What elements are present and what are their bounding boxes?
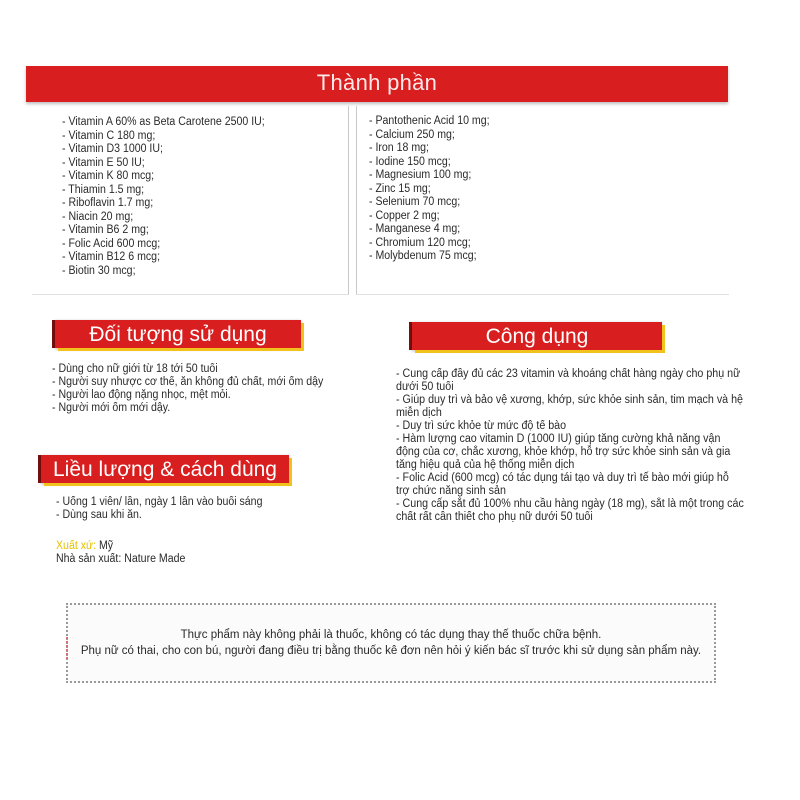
uses-section-body — [396, 368, 744, 524]
ingredient-item: - Magnesium 100 mg; — [369, 169, 472, 181]
ingredient-item: - Biotin 30 mcg; — [62, 264, 136, 277]
ingredient-item: - Vitamin E 50 IU; — [62, 156, 145, 169]
disclaimer-box — [66, 603, 716, 683]
ingredient-item: - Thiamin 1.5 mg; — [62, 183, 145, 196]
uses-line: chất rất cần thiết cho phụ nữ dưới 50 tuổi — [396, 511, 593, 523]
uses-section-title: Công dụng — [485, 325, 589, 348]
ingredients-title: Thành phần — [316, 70, 438, 95]
uses-line: tăng hiệu quả của hệ thống miễn dịch — [396, 459, 575, 471]
uses-line: - Folic Acid (600 mcg) có tác dụng tái tạo và duy trì tế bào mới giúp hỗ — [396, 472, 729, 484]
ingredients-panel-right — [356, 106, 729, 295]
uses-line: miễn dịch — [396, 407, 442, 419]
ingredients-list-left — [62, 116, 348, 278]
target-section-body — [52, 363, 372, 415]
disclaimer-line: Phụ nữ có thai, cho con bú, người đang điều trị bằng thuốc kê đơn nên hỏi ý kiến bác sĩ trước khi sử dụng sản phẩm này. — [80, 645, 702, 657]
ingredient-item: - Molybdenum 75 mcg; — [369, 250, 477, 262]
dosage-line: - Dùng sau khi ăn. — [56, 509, 142, 521]
dosage-section-header — [41, 455, 289, 483]
origin-info — [56, 540, 356, 566]
uses-section-header — [412, 322, 662, 350]
uses-line: động của cơ, chắc xương, khỏe khớp, hỗ trợ sức khỏe sinh sản và gia — [396, 446, 731, 458]
ingredient-item: - Calcium 250 mg; — [369, 128, 455, 141]
origin-label: Xuất xứ: — [56, 540, 97, 552]
uses-line: - Cung cấp sắt đủ 100% nhu cầu hàng ngày (18 mg), sắt là một trong các — [396, 498, 744, 510]
uses-line: - Cung cấp đầy đủ các 23 vitamin và khoáng chất hàng ngày cho phụ nữ — [396, 368, 741, 380]
ingredients-title-bar — [26, 66, 728, 102]
target-line: - Người suy nhược cơ thể, ăn không đủ chất, mới ốm dậy — [52, 376, 324, 388]
origin-value: Mỹ — [96, 540, 114, 552]
ingredient-item: - Vitamin A 60% as Beta Carotene 2500 IU; — [62, 116, 265, 128]
ingredient-item: - Selenium 70 mcg; — [369, 196, 461, 208]
ingredient-item: - Manganese 4 mg; — [369, 223, 461, 235]
ingredient-item: - Riboflavin 1.7 mg; — [62, 197, 154, 209]
target-section-header — [55, 320, 301, 348]
ingredients-panel-left — [32, 106, 349, 295]
uses-line: - Duy trì sức khỏe từ mức độ tế bào — [396, 420, 567, 432]
ingredient-item: - Copper 2 mg; — [369, 209, 440, 222]
ingredient-item: - Vitamin C 180 mg; — [62, 129, 156, 142]
ingredient-item: - Vitamin B6 2 mg; — [62, 224, 149, 236]
uses-line: dưới 50 tuổi — [396, 381, 454, 393]
uses-line: - Hàm lượng cao vitamin D (1000 IU) giúp tăng cường khả năng vận — [396, 433, 721, 445]
dosage-section-title: Liều lượng & cách dùng — [53, 458, 277, 481]
ingredient-item: - Iodine 150 mcg; — [369, 155, 451, 168]
target-line: - Dùng cho nữ giới từ 18 tới 50 tuổi — [52, 363, 218, 375]
ingredient-item: - Iron 18 mg; — [369, 142, 429, 154]
dosage-section-body — [56, 496, 356, 522]
ingredient-item: - Vitamin K 80 mcg; — [62, 170, 155, 182]
target-line: - Người lao động nặng nhọc, mệt mỏi. — [52, 389, 231, 401]
disclaimer-accent — [66, 637, 72, 659]
ingredient-item: - Chromium 120 mcg; — [369, 236, 471, 249]
uses-line: - Giúp duy trì và bảo vệ xương, khớp, sức khỏe sinh sản, tim mạch và hệ — [396, 394, 743, 406]
ingredient-item: - Vitamin B12 6 mcg; — [62, 251, 161, 263]
ingredient-item: - Vitamin D3 1000 IU; — [62, 143, 163, 155]
ingredient-item: - Pantothenic Acid 10 mg; — [369, 115, 490, 127]
ingredients-list-right — [369, 115, 729, 264]
ingredient-item: - Zinc 15 mg; — [369, 182, 431, 195]
manufacturer: Nhà sản xuất: Nature Made — [56, 553, 186, 565]
target-section-title: Đối tượng sử dụng — [89, 323, 267, 346]
uses-line: trợ chức năng sinh sản — [396, 485, 506, 497]
target-line: - Người mới ốm mới dậy. — [52, 402, 171, 414]
ingredient-item: - Folic Acid 600 mcg; — [62, 237, 161, 250]
ingredient-item: - Niacin 20 mg; — [62, 210, 134, 223]
dosage-line: - Uống 1 viên/ lần, ngày 1 lần vào buổi sáng — [56, 496, 263, 508]
disclaimer-line: Thực phẩm này không phải là thuốc, không có tác dụng thay thế thuốc chữa bệnh. — [180, 629, 602, 641]
